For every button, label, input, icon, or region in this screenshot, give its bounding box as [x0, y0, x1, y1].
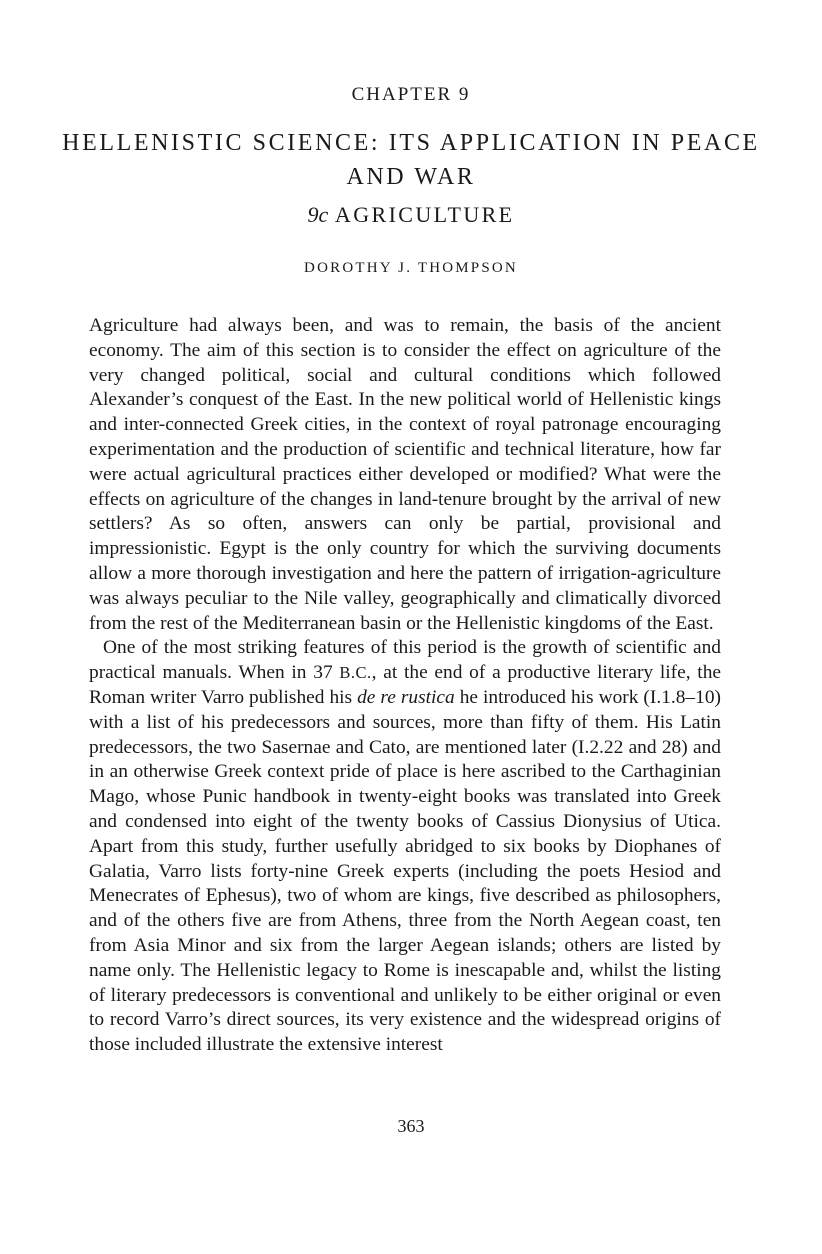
era-abbreviation: B.C. [339, 663, 372, 683]
section-title: AGRICULTURE [334, 202, 515, 227]
paragraph: Agriculture had always been, and was to remain, the basis of the ancient economy. The aim of this section is to consider the effect on agriculture of the very changed political, social and cultural conditions which followed Alexander’s conquest of the East. In the new political world of Hellenistic kings and inter-connected Greek cities, in the context of royal patronage encouraging experimentation and the production of scientific and technical literature, how far were actual agricultural practices either developed or modified? What were the effects on agriculture of the changes in land-tenure brought by the arrival of new settlers? As so often, answers can only be partial, provisional and impressionistic. Egypt is the only country for which the surviving documents allow a more thorough investigation and here the pattern of irrigation-agriculture was always peculiar to the Nile valley, geographically and climatically divorced from the rest of the Mediterranean basin or the Hellenistic kingdoms of the East. [89, 315, 721, 634]
section-heading [0, 202, 822, 228]
chapter-title: HELLENISTIC SCIENCE: ITS APPLICATION IN PEACE AND WAR [62, 130, 760, 190]
work-title: de re rustica [357, 686, 455, 708]
chapter-label: CHAPTER 9 [351, 84, 471, 105]
paragraph-text: he introduced his work (I.1.8–10) with a list of his predecessors and sources, more than fifty of them. His Latin predecessors, the two Sasernae and Cato, are mentioned later (I.2.22 and 28) and in an otherwise Greek context pride of place is here ascribed to the Carthaginian Mago, whose Punic handbook in twenty-eight books was translated into Greek and condensed into eight of the twenty books of Cassius Dionysius of Utica. Apart from this study, further usefully abridged to six books by Diophanes of Galatia, Varro lists forty-nine Greek experts (including the poets Hesiod and Menecrates of Ephesus), two of whom are kings, five described as philosophers, and of the others five are from Athens, three from the North Aegean coast, ten from Asia Minor and six from the larger Aegean islands; others are listed by name only. The Hellenistic legacy to Rome is inescapable and, whilst the listing of literary predecessors is conventional and unlikely to be either original or even to record Varro’s direct sources, its very existence and the widespread origins of those included illustrate the extensive interest [89, 686, 721, 1056]
page-number: 363 [397, 1116, 425, 1136]
paragraph-text: One of the most striking features of this period is the growth of scientific and practical manuals. When in 37 [89, 637, 721, 684]
paragraph [89, 636, 721, 1058]
paragraph-text: , at the end of a productive literary life, the Roman writer Varro published his [89, 662, 721, 708]
section-number: 9c [307, 202, 329, 227]
body-text [89, 314, 721, 1058]
author-name: DOROTHY J. THOMPSON [304, 260, 518, 276]
